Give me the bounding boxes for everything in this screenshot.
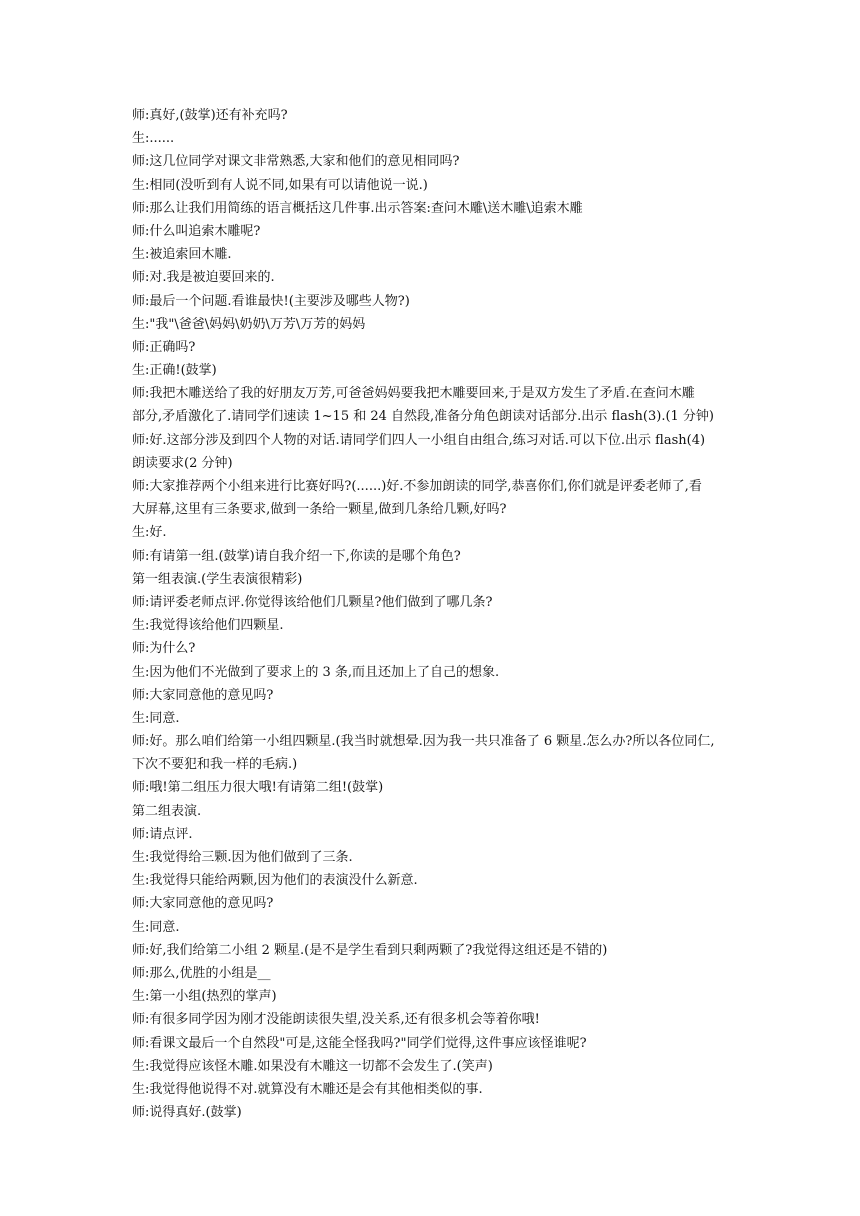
text-line: 第一组表演.(学生表演很精彩) [132,571,303,587]
text-line: 师:最后一个问题.看谁最快!(主要涉及哪些人物?) [132,293,410,309]
text-line: 生:我觉得只能给两颗,因为他们的表演没什么新意. [132,873,418,889]
text-line: 第二组表演. [132,803,202,819]
text-line: 师:正确吗? [132,339,196,355]
text-line: 生:我觉得给三颗.因为他们做到了三条. [132,850,353,865]
text-line: 师:大家推荐两个小组来进行比赛好吗?(......)好.不参加朗读的同学,恭喜你们,你们就是评委老师了,看 [132,479,702,494]
text-line: 生:被追索回木雕. [132,247,232,263]
text-line: 生:同意. [132,919,180,935]
text-line: 师:为什么? [132,641,196,657]
text-line: 生:因为他们不光做到了要求上的 3 条,而且还加上了自己的想象. [132,664,500,680]
text-line: 师:这几位同学对课文非常熟悉,大家和他们的意见相同吗? [132,154,460,170]
text-line: 生:我觉得应该怪木雕.如果没有木雕这一切都不会发生了.(笑声) [132,1058,493,1074]
text-line: 生:我觉得他说得不对.就算没有木雕还是会有其他相类似的事. [132,1081,483,1097]
text-line: 师:有请第一组.(鼓掌)请自我介绍一下,你读的是哪个角色? [132,548,461,564]
text-line: 部分,矛盾激化了.请同学们速读 1~15 和 24 自然段,准备分角色朗读对话部分.出示 flash(3).(1 分钟) [132,409,714,425]
text-line: 师:大家同意他的意见吗? [132,687,274,703]
text-line: 师:那么让我们用简练的语言概括这几件事.出示答案:查问木雕\送木雕\追索木雕 [132,200,583,216]
document-body [132,104,737,1124]
text-line: 师:对.我是被迫要回来的. [132,270,275,286]
text-line: 师:说得真好.(鼓掌) [132,1105,242,1121]
text-line: 师:哦!第二组压力很大哦!有请第二组!(鼓掌) [132,780,384,796]
text-line: 朗读要求(2 分钟) [132,455,233,471]
text-line: 师:那么,优胜的小组是__ [132,965,271,981]
text-line: 生:同意. [132,710,180,726]
text-line: 师:好.这部分涉及到四个人物的对话.请同学们四人一小组自由组合,练习对话.可以下位.出示 flash(4) [132,432,706,448]
text-line: 大屏幕,这里有三条要求,做到一条给一颗星,做到几条给几颗,好吗? [132,502,507,518]
text-line: 师:好,我们给第二小组 2 颗星.(是不是学生看到只剩两颗了?我觉得这组还是不错的) [132,942,608,958]
text-line: 师:真好,(鼓掌)还有补充吗? [132,108,288,123]
text-line: 师:什么叫追索木雕呢? [132,223,261,239]
text-line: 生:"我"\爸爸\妈妈\奶奶\万芳\万芳的妈妈 [132,316,366,332]
text-line: 师:请评委老师点评.你觉得该给他们几颗星?他们做到了哪几条? [132,594,493,610]
text-line: 生:...... [132,131,175,147]
text-line: 生:相同(没听到有人说不同,如果有可以请他说一说.) [132,177,428,193]
text-line: 生:第一小组(热烈的掌声) [132,989,277,1005]
text-line: 师:看课文最后一个自然段"可是,这能全怪我吗?"同学们觉得,这件事应该怪谁呢? [132,1035,587,1051]
text-line: 生:我觉得该给他们四颗星. [132,618,284,634]
text-line: 师:请点评. [132,826,193,842]
text-line: 生:正确!(鼓掌) [132,363,217,379]
text-line: 下次不要犯和我一样的毛病.) [132,757,298,773]
text-line: 师:有很多同学因为刚才没能朗读很失望,没关系,还有很多机会等着你哦! [132,1012,540,1028]
text-line: 师:好。那么咱们给第一小组四颗星.(我当时就想晕.因为我一共只准备了 6 颗星.怎么办?所以各位同仁, [132,734,715,750]
text-line: 生:好. [132,525,167,541]
text-line: 师:我把木雕送给了我的好朋友万芳,可爸爸妈妈要我把木雕要回来,于是双方发生了矛盾.在查问木雕 [132,386,695,402]
text-line: 师:大家同意他的意见吗? [132,896,274,912]
